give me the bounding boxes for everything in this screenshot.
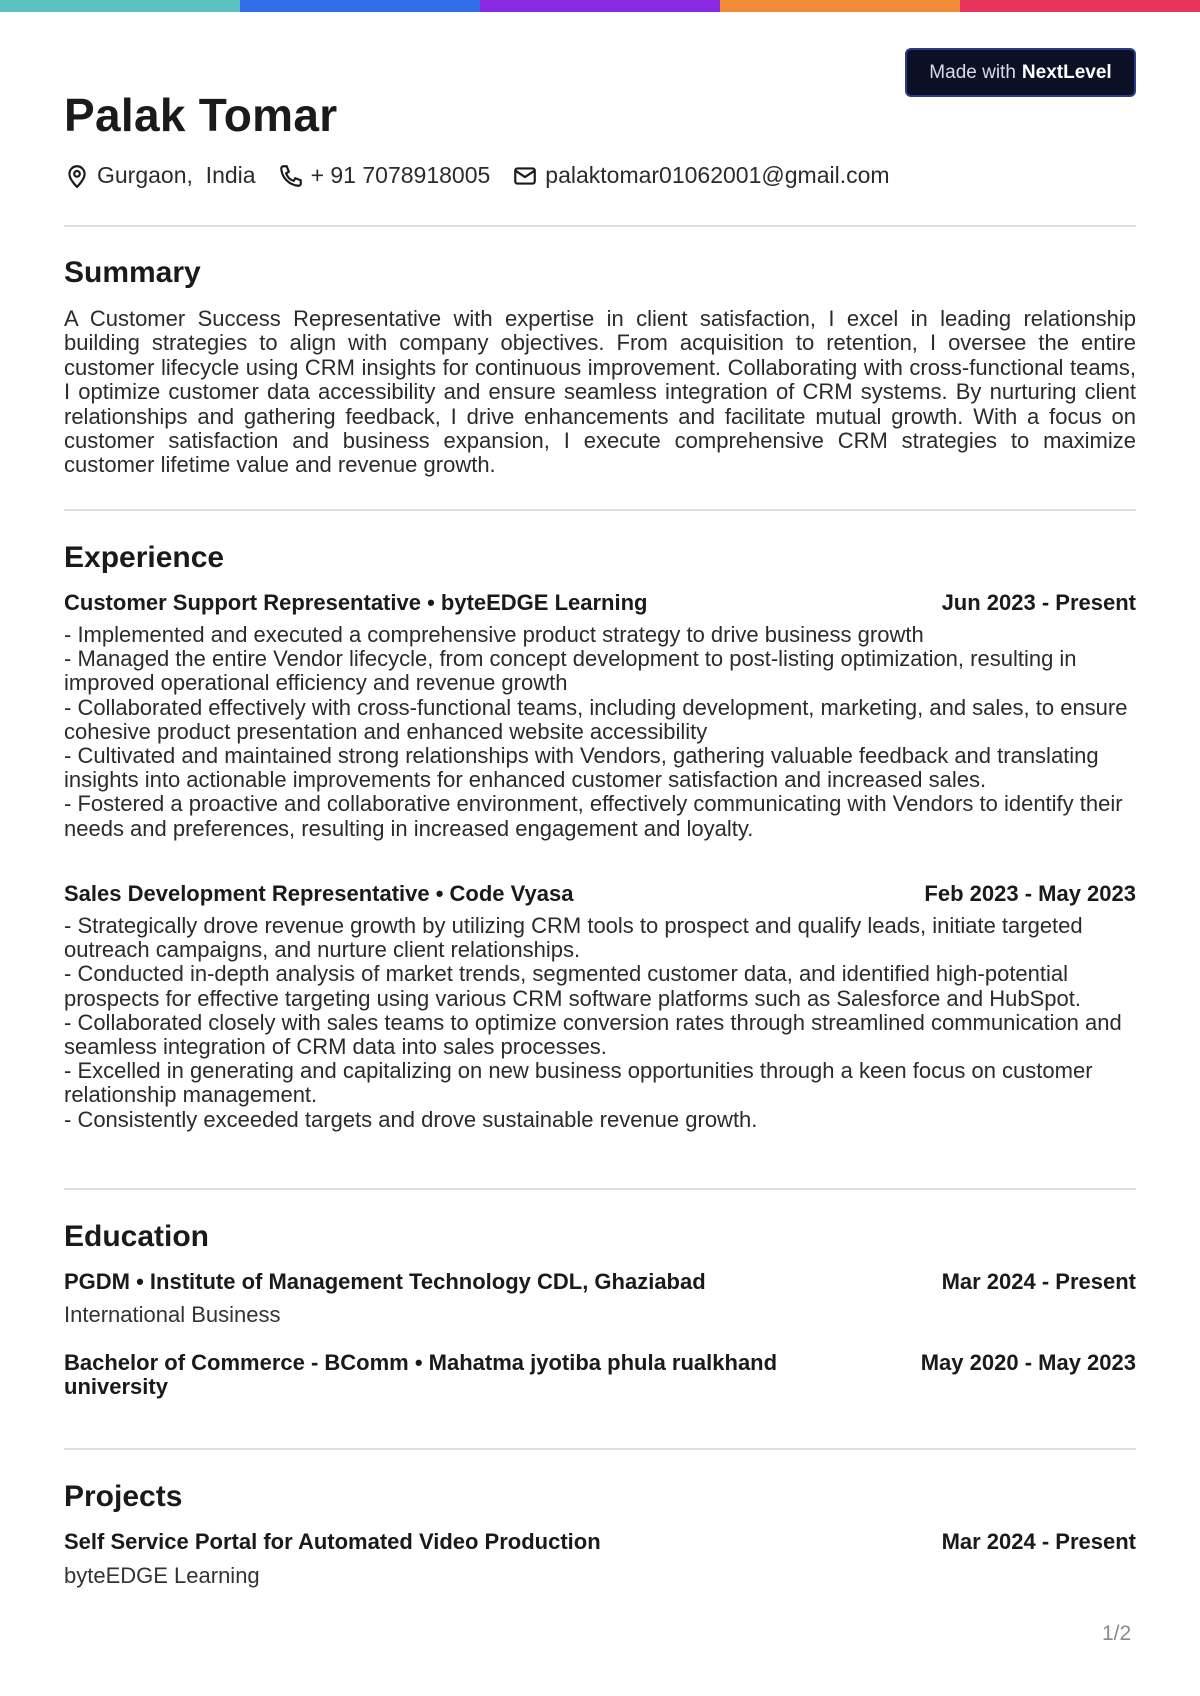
color-bar-segment [240,0,480,12]
job-bullets [64,914,1136,1132]
location-pin-icon [64,163,90,189]
email-text: palaktomar01062001@gmail.com [545,162,890,188]
job-header [64,882,1136,906]
education-header [64,1270,1136,1294]
bullet-item: - Consistently exceeded targets and drove sustainable revenue growth. [64,1106,758,1132]
location-text: Gurgaon, India [97,162,256,188]
job-role: Customer Support Representative • byteEDGE Learning [64,590,648,615]
bullet-item: - Cultivated and maintained strong relationships with Vendors, gathering valuable feedback and translating insights into actionable improvements for enhanced customer satisfaction and increased sales. [64,743,1099,793]
made-with-badge[interactable] [905,48,1136,97]
candidate-name: Palak Tomar [64,89,338,141]
education-degree: Bachelor of Commerce - BComm • Mahatma jyotiba phula rualkhand university [64,1350,778,1399]
experience-heading: Experience [64,541,225,574]
badge-brand: NextLevel [1021,61,1112,83]
job-role: Sales Development Representative • Code Vyasa [64,881,574,906]
bullet-item: - Fostered a proactive and collaborative environment, effectively communicating with Vendors to identify their needs and preferences, resulting in increased engagement and loyalty. [64,791,1123,841]
phone-icon [278,163,304,189]
page-number: 1/2 [1102,1622,1132,1645]
project-org: byteEDGE Learning [64,1563,260,1588]
location-item [64,162,256,189]
mail-icon [512,163,538,189]
education-dates: May 2020 - May 2023 [920,1350,1136,1375]
education-detail: International Business [64,1302,281,1327]
color-bar-segment [480,0,720,12]
color-bar-segment [960,0,1200,12]
summary-heading: Summary [64,256,201,289]
contact-row [64,162,912,189]
email-item[interactable] [512,162,889,189]
divider [64,1448,1136,1450]
divider [64,1188,1136,1190]
education-header [64,1351,1136,1399]
badge-prefix: Made with [929,61,1016,83]
projects-heading: Projects [64,1480,183,1513]
phone-item[interactable] [278,162,491,189]
divider [64,225,1136,227]
job-header [64,591,1136,615]
top-color-bar [0,0,1200,12]
education-dates: Mar 2024 - Present [941,1269,1136,1294]
bullet-item: - Excelled in generating and capitalizing on new business opportunities through a keen focus on customer relationship management. [64,1058,1093,1108]
job-dates: Feb 2023 - May 2023 [924,881,1136,906]
job-dates: Jun 2023 - Present [941,590,1136,615]
project-name: Self Service Portal for Automated Video Production [64,1529,601,1554]
project-header [64,1530,1136,1554]
summary-text: A Customer Success Representative with expertise in client satisfaction, I excel in leading relationship building strategies to align with company objectives. From acquisition to retention, I oversee the entire customer lifecycle using CRM insights for continuous improvement. Collaborating with cross-functional teams, I optimize customer data accessibility and ensure seamless integration of CRM systems. By nurturing client relationships and gathering feedback, I drive enhancements and facilitate mutual growth. With a focus on customer satisfaction and business expansion, I execute comprehensive CRM strategies to maximize customer lifetime value and revenue growth. [64,306,1136,478]
bullet-item: - Conducted in-depth analysis of market trends, segmented customer data, and identified high-potential prospects for effective targeting using various CRM software platforms such as Salesforce and HubSpot. [64,961,1081,1011]
bullet-item: - Collaborated effectively with cross-functional teams, including development, marketing, and sales, to ensure cohesive product presentation and enhanced website accessibility [64,694,1128,744]
job-bullets [64,623,1136,841]
bullet-item: - Collaborated closely with sales teams to optimize conversion rates through streamlined communication and seamless integration of CRM data into sales processes. [64,1009,1122,1060]
phone-text: + 91 7078918005 [310,162,491,188]
color-bar-segment [720,0,960,12]
color-bar-segment [0,0,240,12]
bullet-item: - Managed the entire Vendor lifecycle, from concept development to post-listing optimization, resulting in improved operational efficiency and revenue growth [64,646,1077,696]
divider [64,509,1136,511]
education-heading: Education [64,1220,210,1253]
bullet-item: - Strategically drove revenue growth by utilizing CRM tools to prospect and qualify leads, initiate targeted outreach campaigns, and nurture client relationships. [64,913,1083,963]
project-dates: Mar 2024 - Present [941,1529,1136,1554]
bullet-item: - Implemented and executed a comprehensive product strategy to drive business growth [64,622,924,647]
education-degree: PGDM • Institute of Management Technology CDL, Ghaziabad [64,1269,706,1294]
